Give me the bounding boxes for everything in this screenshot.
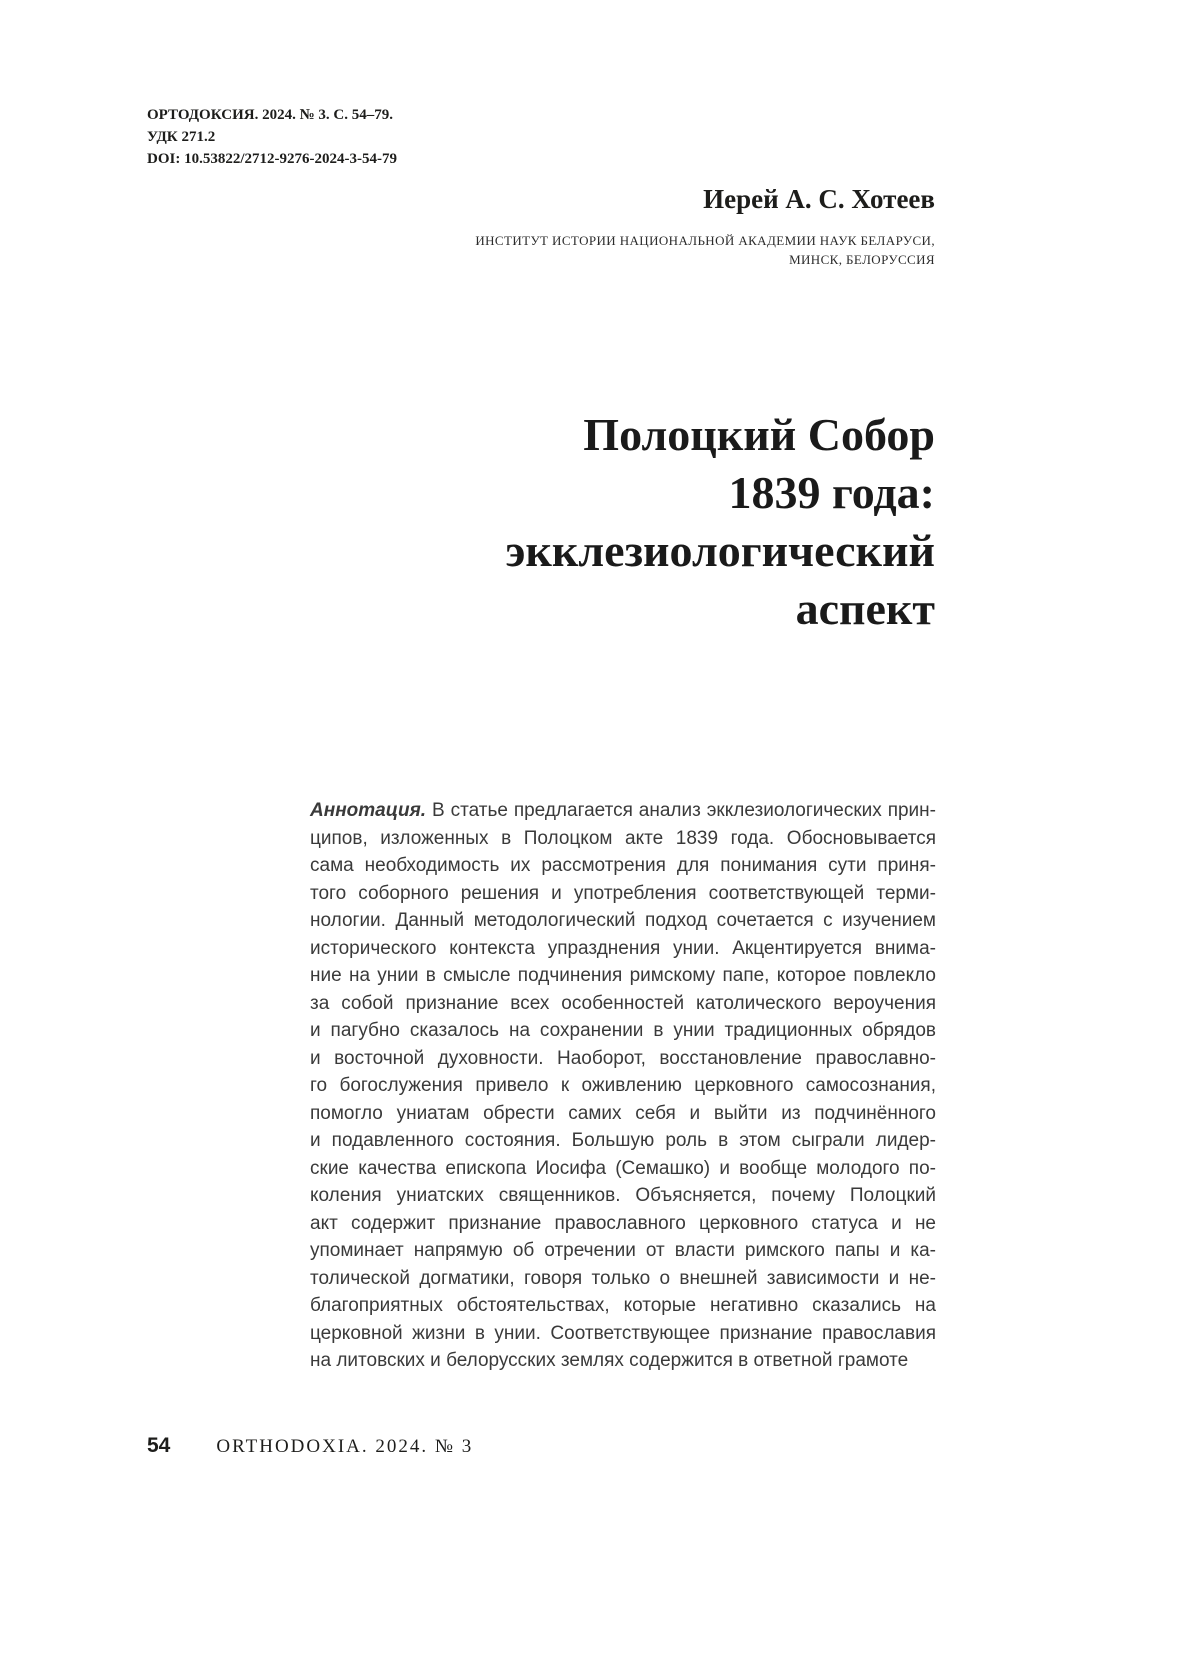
abstract-line: помогло униатам обрести самих себя и выйти из подчинённого bbox=[310, 1102, 936, 1124]
abstract-line: исторического контекста упразднения унии. Акцентируется внима- bbox=[310, 937, 936, 959]
abstract-line: благоприятных обстоятельствах, которые негативно сказались на bbox=[310, 1295, 936, 1316]
abstract-line: акт содержит признание православного церковного статуса и не bbox=[310, 1212, 936, 1234]
abstract-line: го богослужения привело к оживлению церковного самосознания, bbox=[310, 1075, 936, 1096]
abstract-line: на литовских и белорусских землях содержится в ответной грамоте bbox=[310, 1350, 909, 1371]
header-block bbox=[147, 104, 397, 170]
abstract-line: и подавленного состояния. Большую роль в этом сыграли лидер- bbox=[310, 1130, 936, 1151]
title-line: аспект bbox=[795, 583, 935, 634]
abstract-line: того соборного решения и употребления соответствующей терми- bbox=[310, 882, 936, 904]
title-line: экклезиологический bbox=[505, 525, 935, 576]
abstract-line: нологии. Данный методологический подход сочетается с изучением bbox=[310, 910, 936, 931]
citation-line: ОРТОДОКСИЯ. 2024. № 3. С. 54–79. bbox=[147, 107, 393, 123]
abstract-line: и пагубно сказалось на сохранении в унии традиционных обрядов bbox=[310, 1020, 936, 1041]
abstract-line: за собой признание всех особенностей католического вероучения bbox=[310, 992, 936, 1014]
journal-footline: ORTHODOXIA. 2024. № 3 bbox=[216, 1436, 474, 1457]
title-line: 1839 года: bbox=[728, 467, 935, 518]
abstract-line: ские качества епископа Иосифа (Семашко) и вообще молодого по- bbox=[310, 1157, 936, 1179]
abstract-first-line-text: В статье предлагается анализ экклезиологических прин- bbox=[432, 800, 936, 821]
abstract-line: и восточной духовности. Наоборот, восстановление православно- bbox=[310, 1047, 936, 1069]
title-line: Полоцкий Собор bbox=[583, 409, 935, 460]
article-title bbox=[505, 406, 935, 638]
abstract-line: ципов, изложенных в Полоцком акте 1839 года. Обосновывается bbox=[310, 827, 936, 849]
author-affiliation bbox=[475, 231, 935, 269]
affiliation-line: ИНСТИТУТ ИСТОРИИ НАЦИОНАЛЬНОЙ АКАДЕМИИ НАУК БЕЛАРУСИ, bbox=[475, 233, 935, 248]
abstract-line: церковной жизни в унии. Соответствующее признание православия bbox=[310, 1322, 936, 1344]
page-number: 54 bbox=[147, 1434, 171, 1457]
footer bbox=[147, 1434, 473, 1458]
affiliation-line: МИНСК, БЕЛОРУССИЯ bbox=[789, 252, 935, 267]
abstract bbox=[310, 797, 936, 1375]
abstract-line: упоминает напрямую об отречении от власти римского папы и ка- bbox=[310, 1240, 936, 1261]
abstract-line: ние на унии в смысле подчинения римскому папе, которое повлекло bbox=[310, 965, 936, 986]
doi-line: DOI: 10.53822/2712-9276-2024-3-54-79 bbox=[147, 151, 397, 167]
udk-line: УДК 271.2 bbox=[147, 129, 216, 145]
abstract-line: толической догматики, говоря только о внешней зависимости и не- bbox=[310, 1267, 936, 1289]
author-name: Иерей А. С. Хотеев bbox=[703, 184, 935, 214]
abstract-line: сама необходимость их рассмотрения для понимания сути приня- bbox=[310, 855, 936, 876]
abstract-first-line bbox=[310, 797, 936, 825]
abstract-label: Аннотация. bbox=[310, 800, 427, 821]
abstract-lines bbox=[310, 825, 936, 1375]
abstract-line: коления униатских священников. Объясняется, почему Полоцкий bbox=[310, 1185, 936, 1206]
